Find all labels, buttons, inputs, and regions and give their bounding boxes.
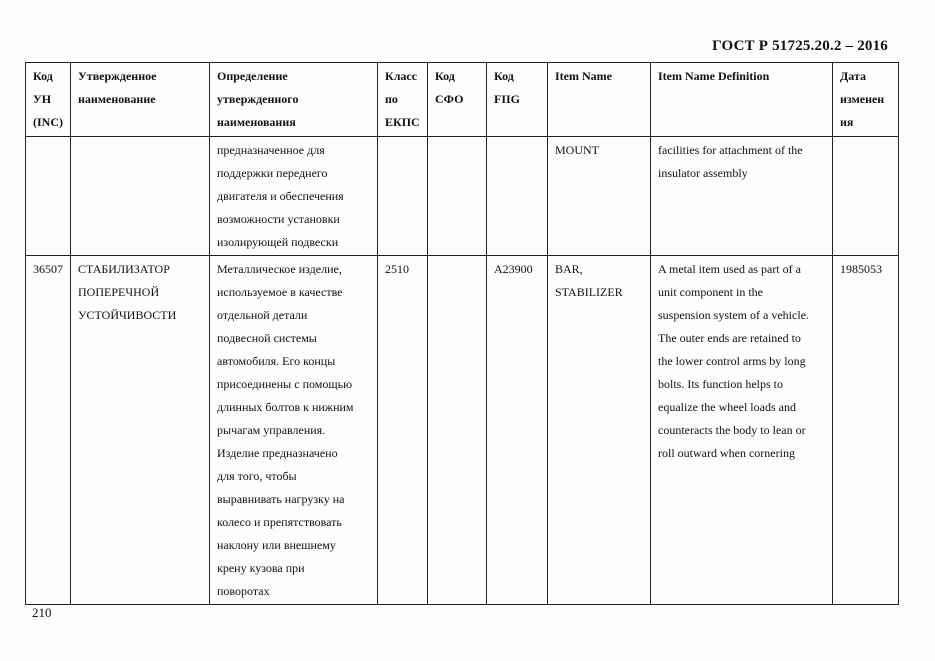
text-line: поворотах — [217, 584, 270, 598]
text-line: A23900 — [494, 262, 533, 276]
text-line: unit component in the — [658, 285, 763, 299]
text-line: двигателя и обеспечения — [217, 189, 344, 203]
text-line: отдельной детали — [217, 308, 308, 322]
table-row — [26, 256, 899, 605]
text-line: СТАБИЛИЗАТОР — [78, 262, 170, 276]
cell-item-name — [548, 137, 651, 256]
text-line: крену кузова при — [217, 561, 305, 575]
document-code: ГОСТ Р 51725.20.2 – 2016 — [712, 38, 888, 54]
header-line: (INC) — [33, 115, 63, 129]
text-line: УСТОЙЧИВОСТИ — [78, 308, 177, 322]
text-line: выравнивать нагрузку на — [217, 492, 345, 506]
text-line: bolts. Its function helps to — [658, 377, 783, 391]
col-header-sfo-code — [428, 63, 487, 137]
cell-approved-name — [71, 137, 210, 256]
cell-change-date — [833, 137, 899, 256]
cell-definition — [210, 137, 378, 256]
text-line: facilities for attachment of the — [658, 143, 803, 157]
header-line: Класс — [385, 69, 418, 83]
col-header-fiig-code — [487, 63, 548, 137]
header-line: Код — [435, 69, 455, 83]
header-line: ия — [840, 115, 854, 129]
header-line: СФО — [435, 92, 464, 106]
text-line: присоединены с помощью — [217, 377, 353, 391]
cell-definition — [210, 256, 378, 605]
cell-change-date — [833, 256, 899, 605]
text-line: insulator assembly — [658, 166, 748, 180]
text-line: колесо и препятствовать — [217, 515, 342, 529]
header-line: Item Name — [555, 69, 612, 83]
table-row — [26, 137, 899, 256]
item-name-table — [25, 62, 899, 605]
text-line: предназначенное для — [217, 143, 325, 157]
cell-item-name-definition — [651, 256, 833, 605]
text-line: 2510 — [385, 262, 409, 276]
text-line: для того, чтобы — [217, 469, 297, 483]
cell-approved-name — [71, 256, 210, 605]
page-number: 210 — [32, 605, 52, 620]
col-header-item-name-definition — [651, 63, 833, 137]
header-line: Код — [33, 69, 53, 83]
col-header-ekps-class — [378, 63, 428, 137]
cell-fiig-code — [487, 256, 548, 605]
col-header-item-name — [548, 63, 651, 137]
text-line: 1985053 — [840, 262, 882, 276]
text-line: STABILIZER — [555, 285, 623, 299]
text-line: подвесной системы — [217, 331, 317, 345]
text-line: автомобиля. Его концы — [217, 354, 336, 368]
text-line: counteracts the body to lean or — [658, 423, 806, 437]
text-line: roll outward when cornering — [658, 446, 795, 460]
header-line: FIIG — [494, 92, 521, 106]
col-header-change-date — [833, 63, 899, 137]
cell-fiig-code — [487, 137, 548, 256]
col-header-inc — [26, 63, 71, 137]
header-line: наименования — [217, 115, 296, 129]
text-line: используемое в качестве — [217, 285, 343, 299]
header-line: Определение — [217, 69, 288, 83]
header-line: ЕКПС — [385, 115, 420, 129]
text-line: возможности установки — [217, 212, 340, 226]
text-line: длинных болтов к нижним — [217, 400, 354, 414]
cell-ekps-class — [378, 256, 428, 605]
header-line: наименование — [78, 92, 156, 106]
cell-ekps-class — [378, 137, 428, 256]
text-line: рычагам управления. — [217, 423, 326, 437]
cell-sfo-code — [428, 256, 487, 605]
header-line: Утвержденное — [78, 69, 157, 83]
text-line: A metal item used as part of a — [658, 262, 801, 276]
table-header-row — [26, 63, 899, 137]
header-line: УН — [33, 92, 52, 106]
text-line: the lower control arms by long — [658, 354, 806, 368]
header-line: Код — [494, 69, 514, 83]
text-line: 36507 — [33, 262, 63, 276]
text-line: ПОПЕРЕЧНОЙ — [78, 285, 160, 299]
header-line: изменен — [840, 92, 885, 106]
text-line: BAR, — [555, 262, 583, 276]
text-line: Изделие предназначено — [217, 446, 338, 460]
col-header-definition — [210, 63, 378, 137]
text-line: изолирующей подвески — [217, 235, 339, 249]
text-line: suspension system of a vehicle. — [658, 308, 809, 322]
cell-sfo-code — [428, 137, 487, 256]
cell-inc — [26, 137, 71, 256]
header-line: утвержденного — [217, 92, 299, 106]
header-line: по — [385, 92, 398, 106]
cell-inc — [26, 256, 71, 605]
text-line: поддержки переднего — [217, 166, 328, 180]
col-header-approved-name — [71, 63, 210, 137]
header-line: Item Name Definition — [658, 69, 770, 83]
text-line: Металлическое изделие, — [217, 262, 342, 276]
text-line: The outer ends are retained to — [658, 331, 801, 345]
header-line: Дата — [840, 69, 866, 83]
text-line: MOUNT — [555, 143, 599, 157]
text-line: наклону или внешнему — [217, 538, 336, 552]
text-line: equalize the wheel loads and — [658, 400, 796, 414]
cell-item-name-definition — [651, 137, 833, 256]
cell-item-name — [548, 256, 651, 605]
